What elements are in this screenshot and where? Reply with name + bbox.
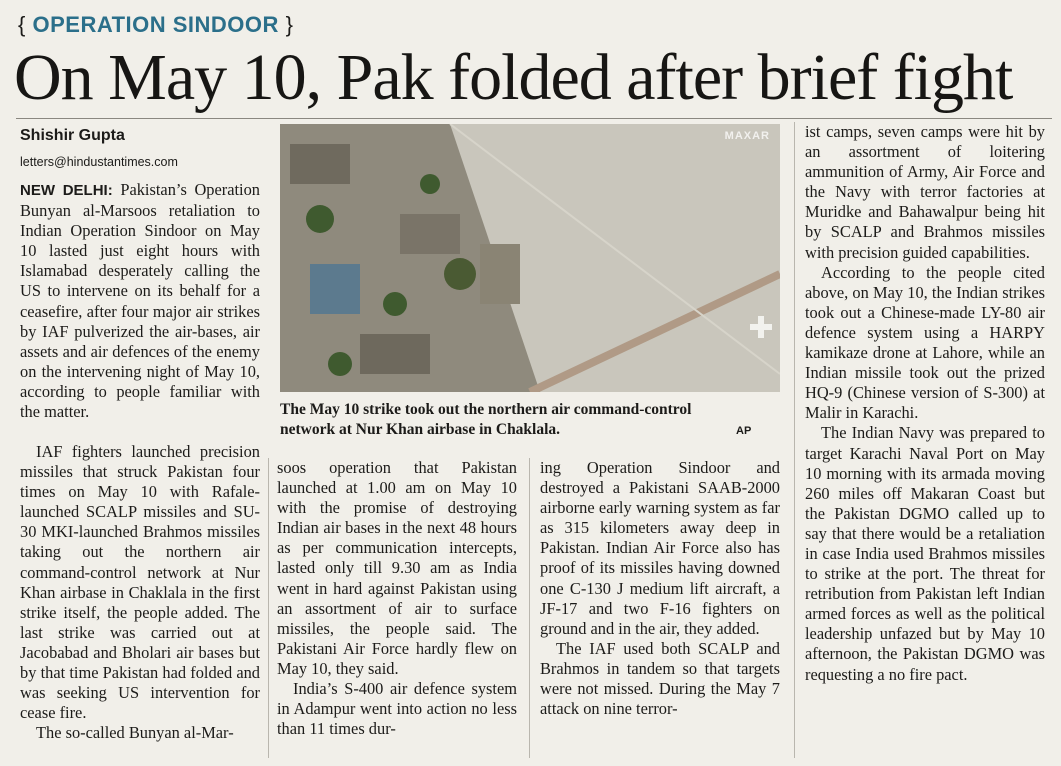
byline: Shishir Gupta: [20, 127, 125, 144]
column-divider: [529, 458, 530, 758]
column-1-bottom: [20, 442, 260, 743]
paragraph: ing Operation Sindoor and destroyed a Pakistani SAAB-2000 airborne early warning system as far as 315 kilometers away deep in Pakistan. Indian Air Force also has proof of its missiles having downed one C-130 J medium lift aircraft, a JF-17 and two F-16 fighters on ground and in the air, they added.: [540, 458, 780, 638]
author-email[interactable]: letters@hindustantimes.com: [20, 155, 178, 169]
paragraph: IAF fighters launched precision missiles that struck Pakistan four times on May 10 with Rafale-launched SCALP missiles and SU-30 MKI-launched Brahmos missiles taking out the northern air command-control network at Nur Khan airbase in Chaklala in the first strike itself, the people added. The last strike was carried out at Jacobabad and Bholari air bases but by that time Pakistan had folded and was seeking US intervention for cease fire.: [20, 442, 260, 723]
satellite-photo: [280, 124, 780, 392]
kicker-label: OPERATION SINDOOR: [32, 12, 279, 37]
paragraph: The Indian Navy was prepared to target Karachi Naval Port on May 10 morning with its armada moving 260 miles off Makaran Coast but the Pakistan DGMO called up to say that there would be a retaliation in case India used Brahmos missiles to strike at the port. The threat for retribution from Pakistan left Indian armed forces as well as the political leadership unfazed but by May 10 afternoon, the Pakistan DGMO was requesting a no fire pact.: [805, 423, 1045, 684]
photo-credit: MAXAR: [724, 130, 770, 142]
column-1-top: [20, 180, 260, 422]
paragraph: soos operation that Pakistan launched at 1.00 am on May 10 with the promise of destroying Indian air bases in the next 48 hours as per communication intercepts, lasted only till 9.30 am as India went in hard against Pakistan using an assortment of air to surface missiles, the people said. The Pakistani Air Force hardly flew on May 10, they said.: [277, 458, 517, 678]
column-2: [277, 458, 517, 739]
paragraph: ist camps, seven camps were hit by an assortment of loitering ammunition of Army, Air Force and the Navy with terror factories at Muridke and Bahawalpur being hit by SCALP and Brahmos missiles with precision guided capabilities.: [805, 122, 1045, 262]
headline: On May 10, Pak folded after brief fight: [14, 41, 1013, 114]
paragraph: According to the people cited above, on May 10, the Indian strikes took out a Chinese-made LY-80 air defence system using a HARPY kamikaze drone at Lahore, while an Indian missile took out the prized HQ-9 (Chinese version of S-300) at Malir in Karachi.: [805, 262, 1045, 423]
caption-credit: AP: [736, 425, 752, 437]
headline-rule: [16, 118, 1052, 119]
dateline: NEW DELHI:: [20, 182, 113, 199]
kicker-close-brace: }: [285, 12, 294, 37]
photo-caption: The May 10 strike took out the northern air command-control network at Nur Khan airbase in Chaklala.: [280, 401, 692, 438]
section-kicker: [18, 12, 293, 38]
paragraph: The so-called Bunyan al-Mar-: [36, 723, 234, 743]
paragraph: India’s S-400 air defence system in Adampur went into action no less than 11 times dur-: [277, 679, 517, 739]
paragraph: [20, 180, 260, 422]
column-4: [805, 122, 1045, 685]
column-3: [540, 458, 780, 719]
kicker-open-brace: {: [18, 12, 26, 37]
paragraph: The IAF used both SCALP and Brahmos in tandem so that targets were not missed. During the May 7 attack on nine terror-: [540, 638, 780, 719]
column-divider: [794, 122, 795, 758]
satellite-image: [280, 124, 780, 392]
paragraph-text: Pakistan’s Operation Bunyan al-Marsoos retaliation to Indian Operation Sindoor on May 10 lasted just eight hours with Islamabad desperately calling the US to intervene on its behalf for a ceasefire, after four major air strikes by IAF pulverized the air-bases, air assets and air defences of the enemy on the intervening night of May 10, according to people familiar with the matter.: [20, 180, 260, 422]
column-divider: [268, 458, 269, 758]
